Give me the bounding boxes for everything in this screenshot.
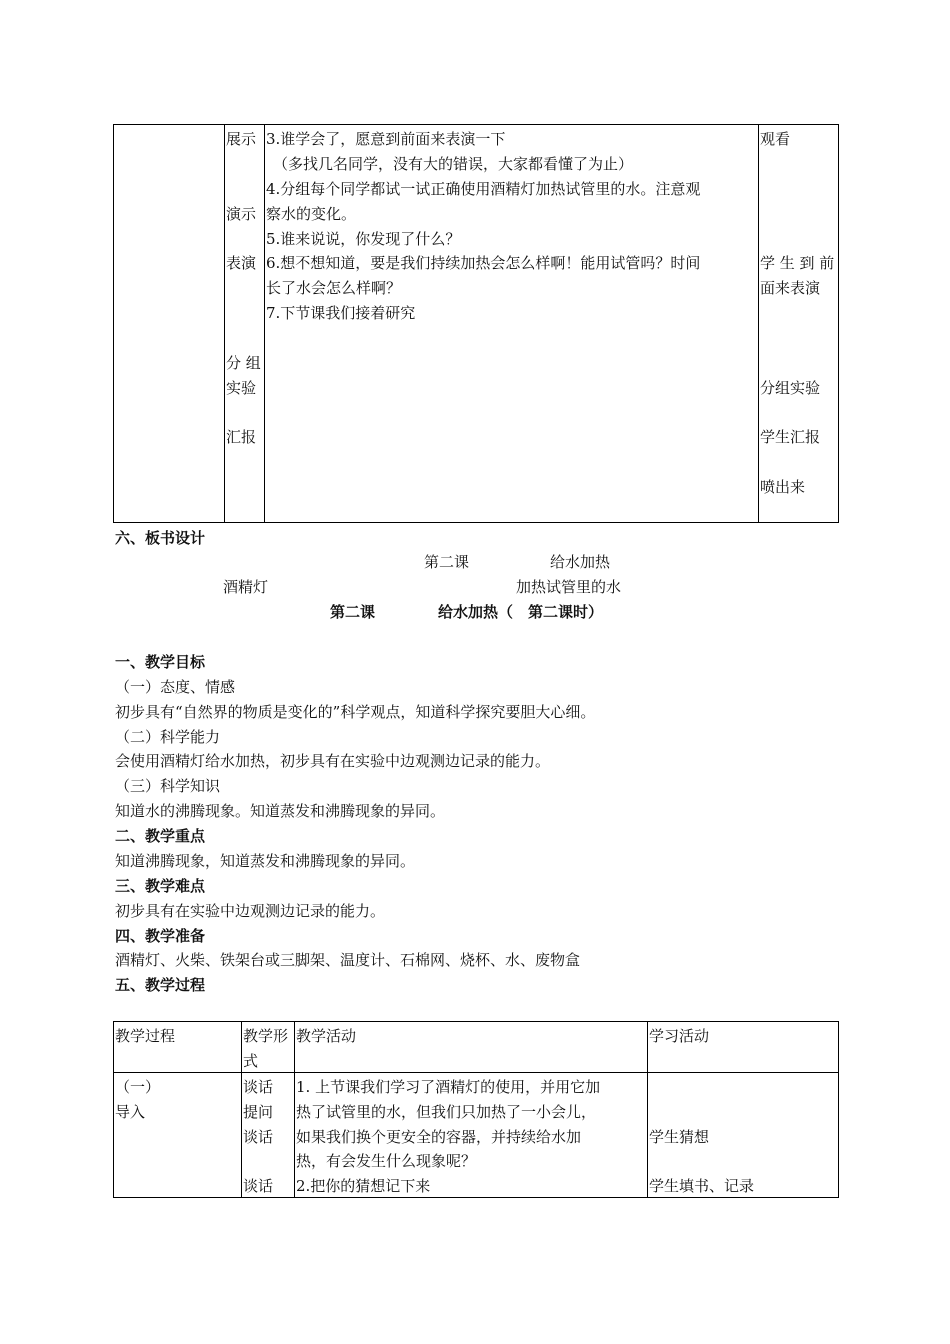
section-heading: 五、教学过程 [115, 976, 206, 994]
learning-label: 喷出来 [760, 478, 806, 496]
section-text: 知道水的沸腾现象。知道蒸发和沸腾现象的异同。 [115, 802, 446, 820]
section-text: 知道沸腾现象，知道蒸发和沸腾现象的异同。 [115, 852, 416, 870]
activity-line: 1. 上节课我们学习了酒精灯的使用，并用它加 [296, 1078, 601, 1096]
header-form: 教学形 [243, 1027, 289, 1045]
form-label-perform: 表演 [226, 254, 257, 272]
header-form-cont: 式 [243, 1052, 259, 1070]
activity-line: 3.谁学会了，愿意到前面来表演一下 [266, 130, 506, 148]
form-item: 谈话 [243, 1128, 274, 1146]
header-activity: 教学活动 [296, 1027, 357, 1045]
form-item: 谈话 [243, 1078, 274, 1096]
learning-label: 面来表演 [760, 279, 821, 297]
section-heading: 三、教学难点 [115, 877, 206, 895]
activity-line: 如果我们换个更安全的容器，并持续给水加 [296, 1128, 582, 1146]
board-left-item: 酒精灯 [223, 578, 269, 596]
board-lesson: 第二课 [424, 553, 470, 571]
board-topic: 给水加热 [550, 553, 611, 571]
subsection-heading: （三）科学知识 [115, 777, 221, 795]
form-label-demo: 演示 [226, 205, 257, 223]
board-heading: 六、板书设计 [115, 529, 206, 547]
learning-label: 观看 [760, 130, 791, 148]
activity-line: 4.分组每个同学都试一试正确使用酒精灯加热试管里的水。注意观 [266, 180, 701, 198]
activity-line: 热，有会发生什么现象呢？ [296, 1152, 477, 1170]
form-label-show: 展示 [226, 130, 257, 148]
page-title-lesson: 第二课 [330, 603, 376, 621]
section-heading: 二、教学重点 [115, 827, 206, 845]
section-heading: 一、教学目标 [115, 653, 206, 671]
section-text: 初步具有在实验中边观测边记录的能力。 [115, 902, 386, 920]
learning-label: 学生汇报 [760, 428, 821, 446]
section-text: 会使用酒精灯给水加热，初步具有在实验中边观测边记录的能力。 [115, 752, 551, 770]
subsection-heading: （一）态度、情感 [115, 678, 236, 696]
learning-item: 学生猜想 [649, 1128, 710, 1146]
section-text: 酒精灯、火柴、铁架台或三脚架、温度计、石棉网、烧杯、水、废物盒 [115, 951, 581, 969]
form-item: 提问 [243, 1103, 274, 1121]
section-text: 初步具有“自然界的物质是变化的”科学观点，知道科学探究要胆大心细。 [115, 703, 596, 721]
activity-line: 5.谁来说说，你发现了什么？ [266, 230, 461, 248]
activity-line: 2.把你的猜想记下来 [296, 1177, 431, 1195]
process-name: 导入 [115, 1103, 146, 1121]
activity-line: 察水的变化。 [266, 205, 357, 223]
learning-item: 学生填书、记录 [649, 1177, 755, 1195]
form-label-experiment: 实验 [226, 379, 257, 397]
form-label-group: 分 组 [226, 354, 261, 372]
form-item: 谈话 [243, 1177, 274, 1195]
learning-label: 学 生 到 前 [760, 254, 835, 272]
activity-line: （多找几名同学，没有大的错误，大家都看懂了为止） [273, 155, 634, 173]
board-right-item: 加热试管里的水 [516, 578, 622, 596]
process-number: （一） [115, 1078, 161, 1096]
activity-line: 长了水会怎么样啊？ [266, 279, 402, 297]
activity-line: 6.想不想知道，要是我们持续加热会怎么样啊！能用试管吗？时间 [266, 254, 701, 272]
section-heading: 四、教学准备 [115, 927, 206, 945]
activity-line: 7.下节课我们接着研究 [266, 304, 416, 322]
subsection-heading: （二）科学能力 [115, 728, 221, 746]
page-title-topic: 给水加热（ 第二课时） [438, 603, 604, 621]
header-process: 教学过程 [115, 1027, 176, 1045]
learning-label: 分组实验 [760, 379, 821, 397]
activity-line: 热了试管里的水，但我们只加热了一小会儿， [296, 1103, 597, 1121]
header-learning: 学习活动 [649, 1027, 710, 1045]
form-label-report: 汇报 [226, 428, 257, 446]
